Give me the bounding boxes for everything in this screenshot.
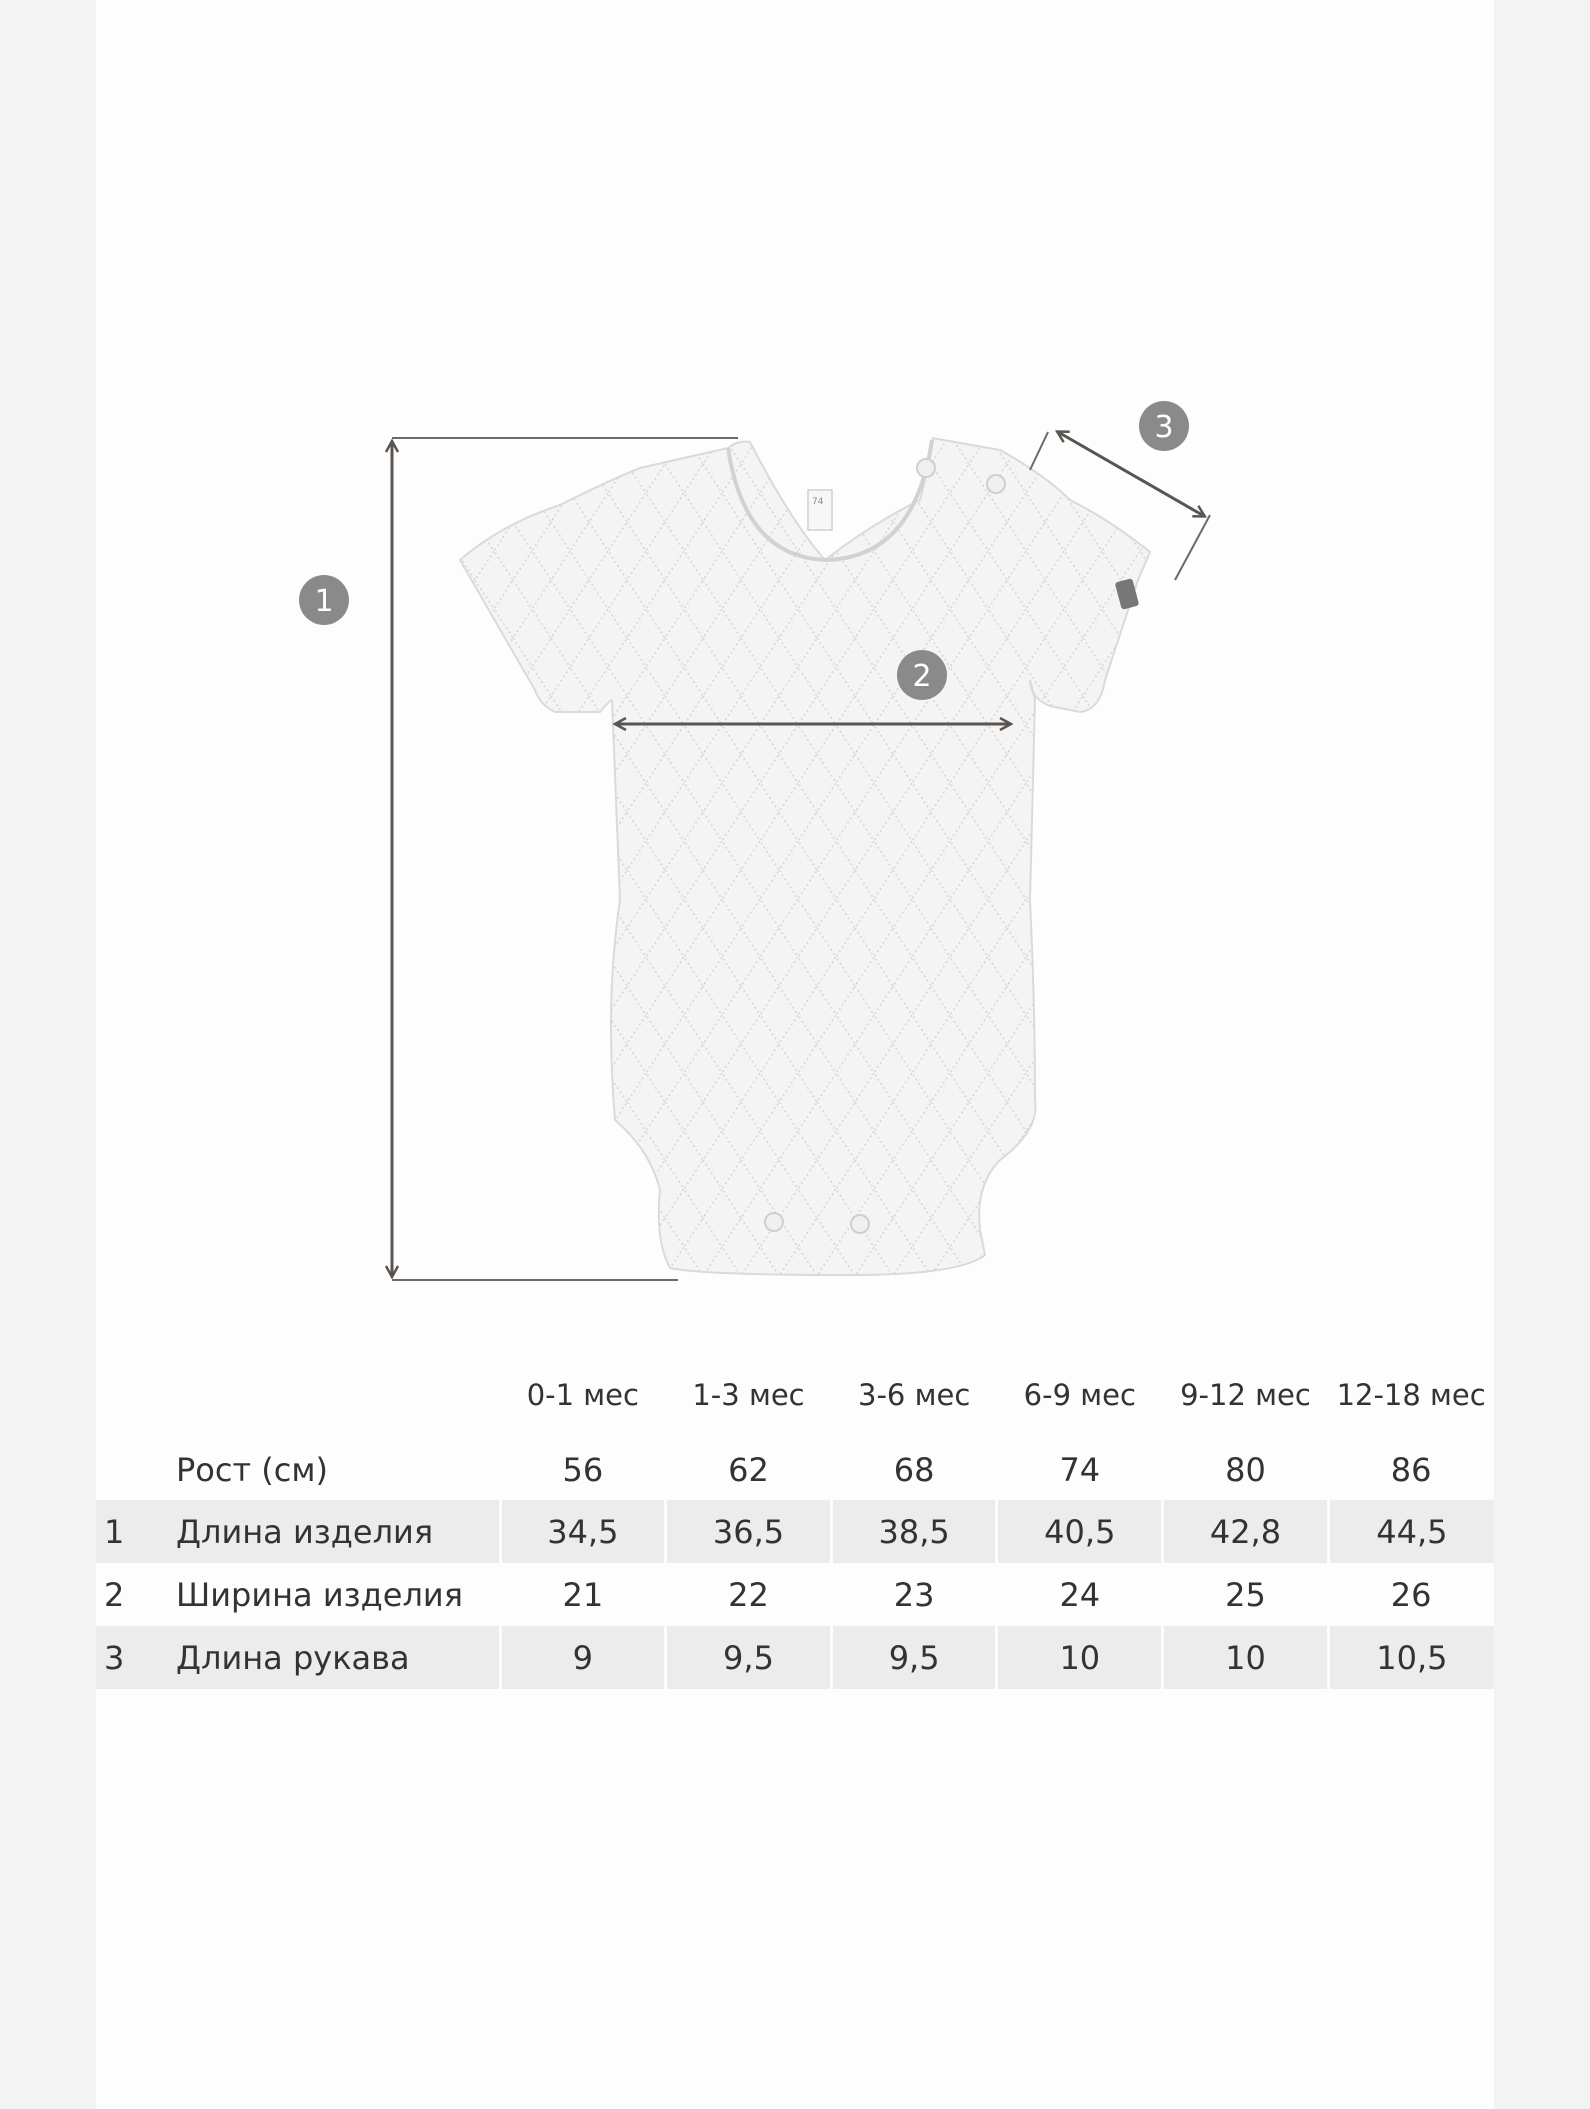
table-cell: 25	[1225, 1575, 1266, 1614]
size-table	[96, 1350, 1494, 1689]
table-cell: 44,5	[1328, 1500, 1494, 1563]
table-row	[96, 1500, 1494, 1563]
bodysuit-pattern	[460, 438, 1150, 1275]
table-cell: 26	[1390, 1575, 1432, 1614]
table-cell: 86	[1390, 1451, 1432, 1489]
table-cell: 22	[728, 1575, 769, 1614]
table-cell: 74	[1059, 1451, 1101, 1489]
table-cell: 56	[562, 1451, 604, 1489]
crotch-snap-2	[851, 1215, 869, 1233]
marker-3-label: 3	[1154, 410, 1174, 445]
table-cell: 62	[728, 1451, 769, 1489]
header-blank-label	[176, 1350, 500, 1440]
neck-tag	[808, 490, 832, 530]
marker-3	[1139, 401, 1189, 451]
table-cell: 34,5	[500, 1500, 666, 1563]
table-cell: 24	[1059, 1575, 1101, 1614]
row-number: 3	[96, 1626, 176, 1689]
age-header: 0-1 мес	[526, 1378, 639, 1412]
marker-1-label: 1	[314, 584, 334, 619]
table-cell: 9,5	[831, 1626, 997, 1689]
table-cell: 9,5	[666, 1626, 832, 1689]
sleeve-arrow	[1058, 432, 1204, 516]
row-label: Длина изделия	[176, 1500, 500, 1563]
neck-tag-label: 74	[812, 497, 824, 507]
table-cell: 38,5	[831, 1500, 997, 1563]
table-cell: 42,8	[1163, 1500, 1329, 1563]
table-cell: 10,5	[1328, 1626, 1494, 1689]
row-label: Рост (см)	[176, 1451, 328, 1489]
table-cell: 36,5	[666, 1500, 832, 1563]
table-cell: 68	[893, 1451, 935, 1489]
height-row	[96, 1440, 1494, 1500]
table-row	[96, 1626, 1494, 1689]
row-label: Длина рукава	[176, 1626, 500, 1689]
table-cell: 21	[562, 1575, 604, 1614]
bodysuit-illustration	[460, 438, 1150, 1275]
crotch-snap-1	[765, 1213, 783, 1231]
table-cell: 9	[500, 1626, 666, 1689]
shoulder-snap-1	[917, 459, 935, 477]
row-number: 1	[96, 1500, 176, 1563]
shoulder-snap-2	[987, 475, 1005, 493]
header-blank	[96, 1350, 176, 1440]
marker-2	[897, 650, 947, 700]
table-cell: 10	[1163, 1626, 1329, 1689]
marker-2-label: 2	[912, 659, 932, 694]
row-number: 2	[104, 1575, 125, 1614]
marker-1	[299, 575, 349, 625]
table-cell: 23	[893, 1575, 935, 1614]
age-header: 9-12 мес	[1180, 1378, 1311, 1412]
age-header: 1-3 мес	[692, 1378, 805, 1412]
age-header: 12-18 мес	[1336, 1378, 1486, 1412]
table-cell: 40,5	[997, 1500, 1163, 1563]
table-row	[96, 1563, 1494, 1626]
row-number	[96, 1440, 176, 1500]
row-label: Ширина изделия	[176, 1575, 463, 1614]
age-header-row	[96, 1350, 1494, 1440]
table-cell: 80	[1225, 1451, 1266, 1489]
age-header: 3-6 мес	[858, 1378, 971, 1412]
age-header: 6-9 мес	[1023, 1378, 1136, 1412]
table-cell: 10	[997, 1626, 1163, 1689]
